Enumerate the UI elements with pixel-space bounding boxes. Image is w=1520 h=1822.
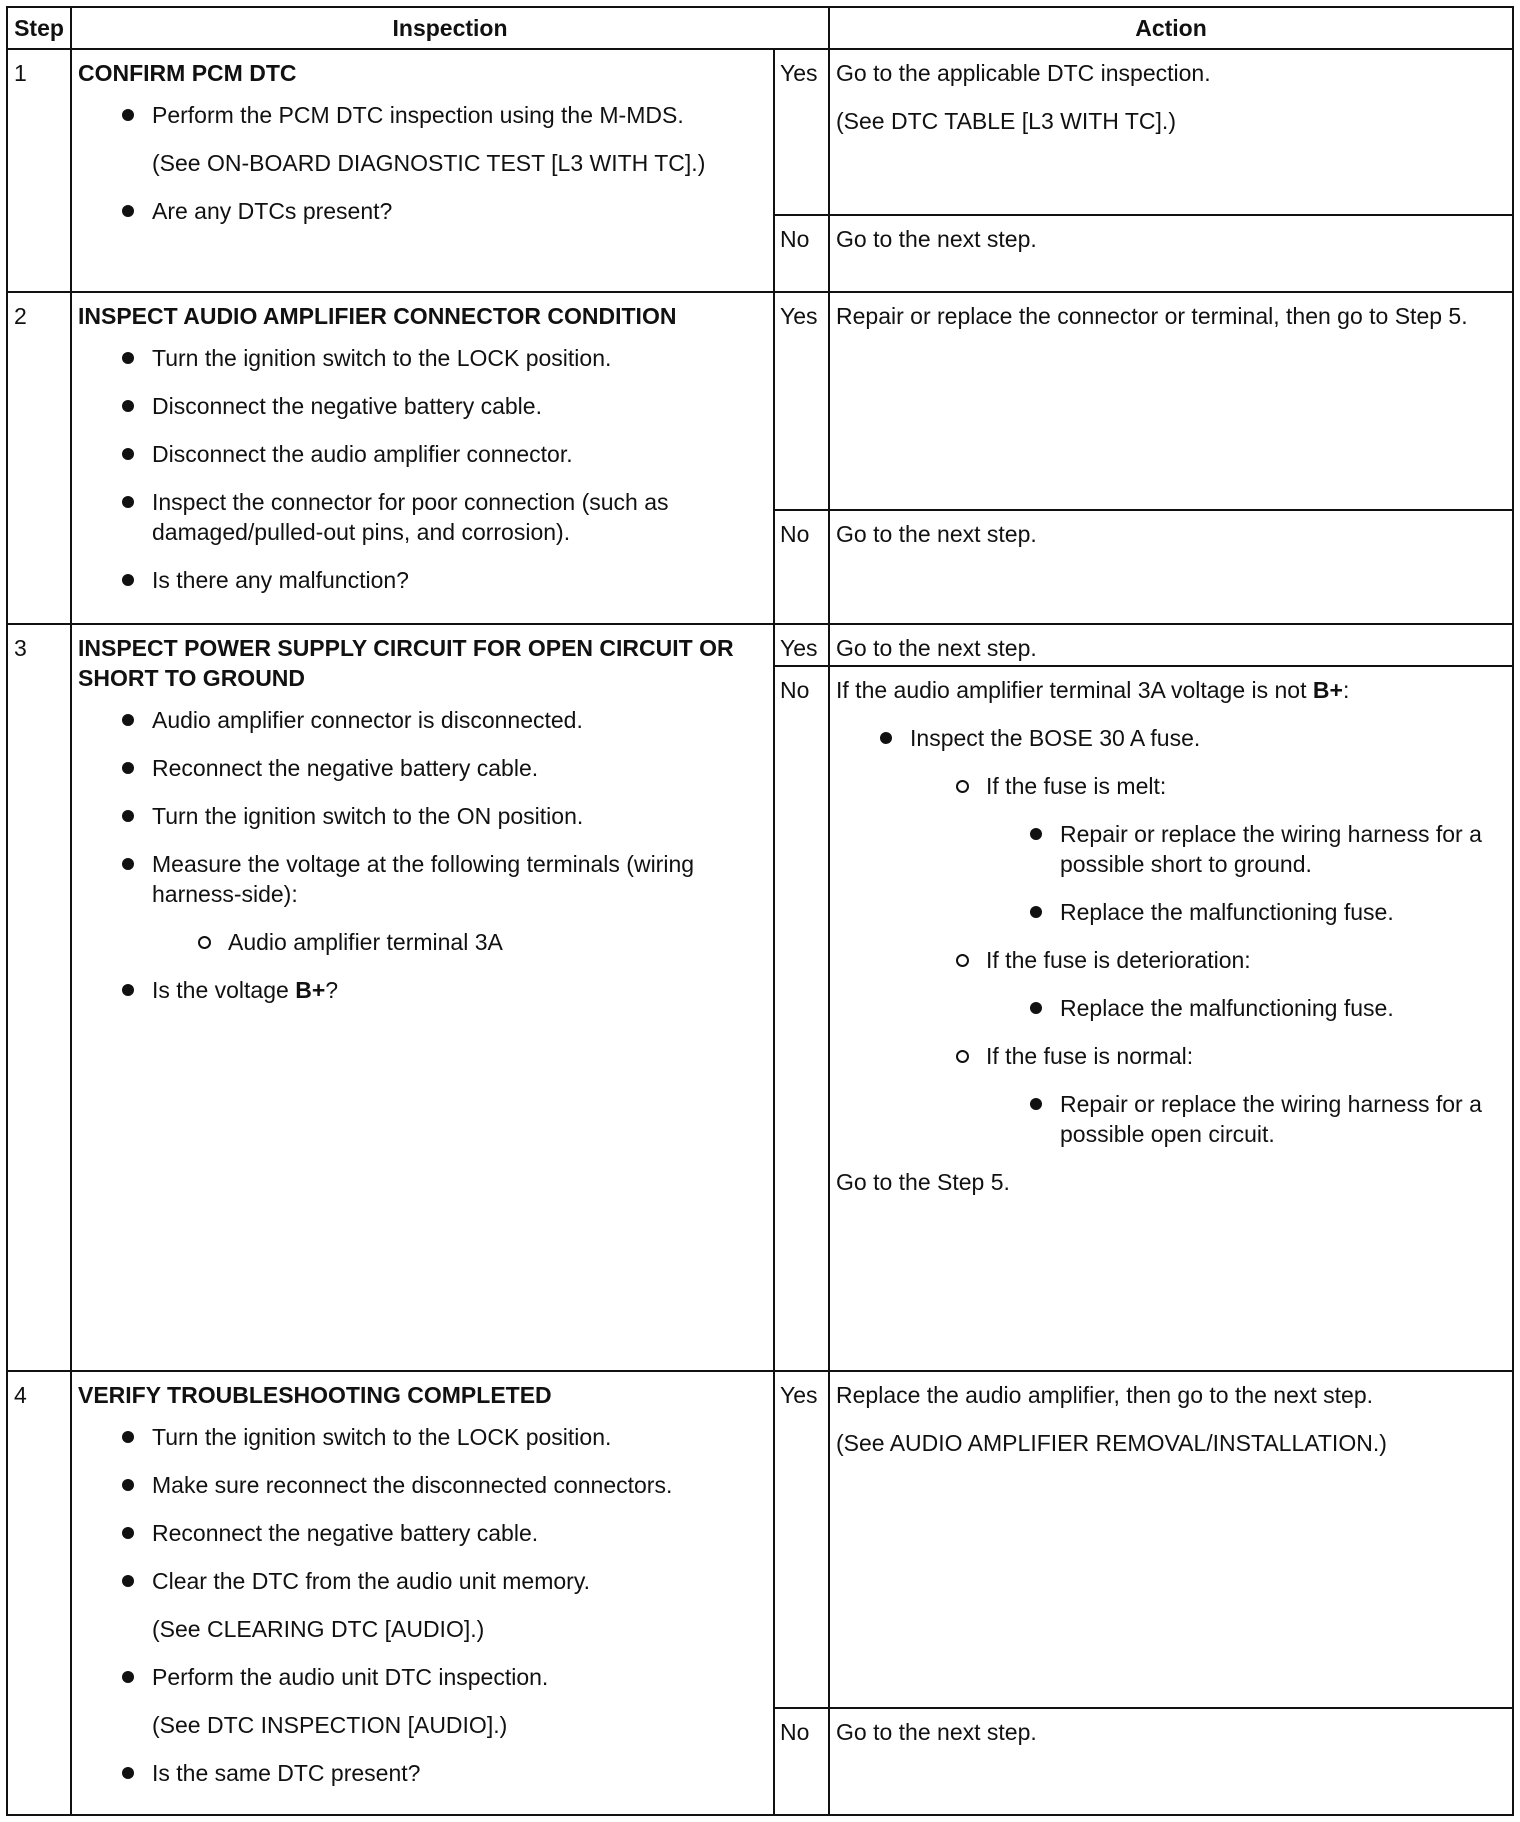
inspection-bullet: Is the same DTC present? — [78, 1758, 767, 1788]
bullet-dot-icon — [1030, 906, 1042, 918]
step-row-2-yes — [7, 292, 1513, 510]
no-action: Go to the next step. — [829, 510, 1513, 624]
no-action: Go to the next step. — [829, 1708, 1513, 1815]
hollow-bullet-icon — [956, 954, 969, 967]
yes-label: Yes — [774, 624, 829, 666]
step-number: 3 — [7, 624, 71, 1371]
troubleshooting-table — [6, 6, 1514, 1816]
header-step: Step — [7, 7, 71, 49]
header-row — [7, 7, 1513, 49]
inspection-bullet: Audio amplifier connector is disconnected. — [78, 705, 767, 735]
bullet-dot-icon — [122, 714, 134, 726]
step-number: 2 — [7, 292, 71, 624]
step-title: CONFIRM PCM DTC — [78, 60, 297, 86]
bullet-dot-icon — [122, 810, 134, 822]
yes-label: Yes — [774, 292, 829, 510]
inspection-reference: (See DTC INSPECTION [AUDIO].) — [152, 1711, 508, 1738]
bullet-dot-icon — [880, 732, 892, 744]
inspection-bullet: Disconnect the negative battery cable. — [78, 391, 767, 421]
inspection-bullet: Is there any malfunction? — [78, 565, 767, 595]
step-number: 1 — [7, 49, 71, 292]
step-row-1-yes — [7, 49, 1513, 215]
bullet-dot-icon — [122, 1575, 134, 1587]
yes-action: Repair or replace the connector or terminal, then go to Step 5. — [829, 292, 1513, 510]
yes-label: Yes — [774, 1371, 829, 1708]
inspection-bullet: Reconnect the negative battery cable. — [78, 1518, 767, 1548]
inspection-bullet: Is the voltage B+? — [78, 975, 767, 1005]
action-sub-bullet: If the fuse is melt: — [836, 771, 1504, 801]
step-row-4-yes — [7, 1371, 1513, 1708]
bullet-dot-icon — [122, 400, 134, 412]
no-action: Go to the next step. — [829, 215, 1513, 292]
no-label: No — [774, 215, 829, 292]
header-action: Action — [829, 7, 1513, 49]
inspection-bullet: Perform the PCM DTC inspection using the M-MDS. — [78, 100, 767, 130]
inspection-bullet: Reconnect the negative battery cable. — [78, 753, 767, 783]
bullet-dot-icon — [122, 1431, 134, 1443]
no-label: No — [774, 666, 829, 1371]
bullet-dot-icon — [122, 984, 134, 996]
bullet-dot-icon — [122, 205, 134, 217]
bullet-dot-icon — [122, 1527, 134, 1539]
yes-action: Replace the audio amplifier, then go to the next step. (See AUDIO AMPLIFIER REMOVAL/INSTALLATION.) — [829, 1371, 1513, 1708]
inspection-bullet: Measure the voltage at the following terminals (wiring harness-side): — [78, 849, 767, 909]
hollow-bullet-icon — [956, 780, 969, 793]
inspection-cell — [71, 1371, 774, 1815]
inspection-cell — [71, 292, 774, 624]
yes-action: Go to the next step. — [829, 624, 1513, 666]
hollow-bullet-icon — [956, 1050, 969, 1063]
hollow-bullet-icon — [198, 936, 211, 949]
action-sub-bullet: If the fuse is deterioration: — [836, 945, 1504, 975]
inspection-reference: (See ON-BOARD DIAGNOSTIC TEST [L3 WITH TC].) — [152, 150, 706, 176]
no-label: No — [774, 510, 829, 624]
action-bullet: Inspect the BOSE 30 A fuse. — [836, 723, 1504, 753]
bullet-dot-icon — [1030, 1098, 1042, 1110]
no-intro: If the audio amplifier terminal 3A voltage is not B+: — [836, 676, 1350, 703]
inspection-sub-bullet: Audio amplifier terminal 3A — [78, 927, 767, 957]
bullet-dot-icon — [122, 574, 134, 586]
inspection-bullet: Disconnect the audio amplifier connector. — [78, 439, 767, 469]
inspection-bullet: Turn the ignition switch to the LOCK position. — [78, 343, 767, 373]
header-inspection: Inspection — [71, 7, 829, 49]
inspection-bullet: Turn the ignition switch to the ON position. — [78, 801, 767, 831]
step-title: INSPECT POWER SUPPLY CIRCUIT FOR OPEN CIRCUIT OR SHORT TO GROUND — [78, 634, 734, 691]
action-sub-sub-bullet: Repair or replace the wiring harness for a possible short to ground. — [836, 819, 1504, 879]
no-label: No — [774, 1708, 829, 1815]
bullet-dot-icon — [122, 352, 134, 364]
no-outro: Go to the Step 5. — [836, 1168, 1010, 1195]
inspection-bullet: Perform the audio unit DTC inspection. — [78, 1662, 767, 1692]
bullet-dot-icon — [1030, 1002, 1042, 1014]
inspection-bullet: Inspect the connector for poor connection (such as damaged/pulled-out pins, and corrosion). — [78, 487, 767, 547]
inspection-cell — [71, 624, 774, 1371]
action-sub-bullet: If the fuse is normal: — [836, 1041, 1504, 1071]
action-sub-sub-bullet: Replace the malfunctioning fuse. — [836, 993, 1504, 1023]
action-sub-sub-bullet: Replace the malfunctioning fuse. — [836, 897, 1504, 927]
yes-label: Yes — [774, 49, 829, 215]
inspection-reference: (See CLEARING DTC [AUDIO].) — [152, 1615, 485, 1642]
inspection-bullet: Clear the DTC from the audio unit memory. — [78, 1566, 767, 1596]
inspection-bullet: Turn the ignition switch to the LOCK position. — [78, 1422, 767, 1452]
bullet-dot-icon — [122, 109, 134, 121]
bullet-dot-icon — [122, 448, 134, 460]
step-row-3-yes — [7, 624, 1513, 666]
bullet-dot-icon — [122, 1767, 134, 1779]
inspection-cell — [71, 49, 774, 292]
bullet-dot-icon — [1030, 828, 1042, 840]
step-title: VERIFY TROUBLESHOOTING COMPLETED — [78, 1381, 552, 1408]
bullet-dot-icon — [122, 762, 134, 774]
bullet-dot-icon — [122, 1671, 134, 1683]
yes-action: Go to the applicable DTC inspection. (See DTC TABLE [L3 WITH TC].) — [829, 49, 1513, 215]
step-title: INSPECT AUDIO AMPLIFIER CONNECTOR CONDITION — [78, 302, 677, 329]
bullet-dot-icon — [122, 496, 134, 508]
no-action — [829, 666, 1513, 1371]
bullet-dot-icon — [122, 858, 134, 870]
inspection-bullet: Are any DTCs present? — [78, 196, 767, 226]
inspection-bullet: Make sure reconnect the disconnected connectors. — [78, 1470, 767, 1500]
bullet-dot-icon — [122, 1479, 134, 1491]
step-number: 4 — [7, 1371, 71, 1815]
action-sub-sub-bullet: Repair or replace the wiring harness for a possible open circuit. — [836, 1089, 1504, 1149]
